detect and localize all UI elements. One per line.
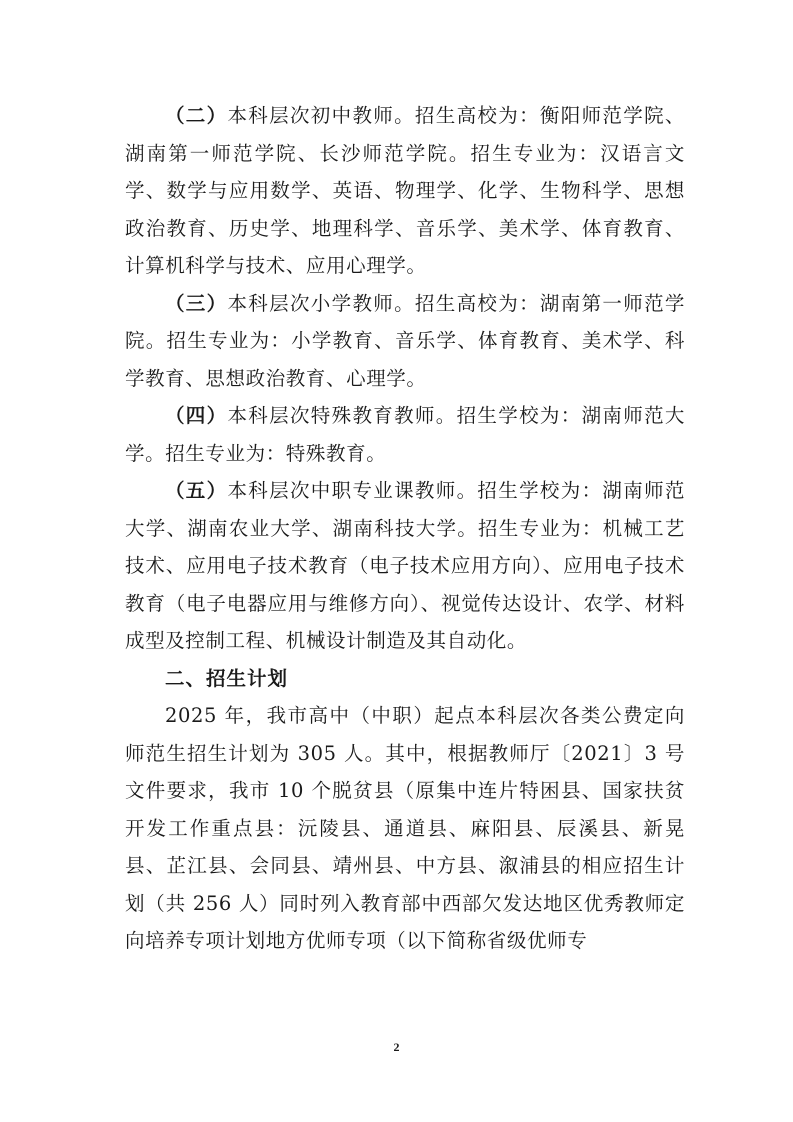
paragraph-special-education-teachers [125, 397, 685, 472]
paragraph-text: 本科层次初中教师。招生高校为：衡阳师范学院、湖南第一师范学院、长沙师范学院。招生专业为：汉语言文学、数学与应用数学、英语、物理学、化学、生物科学、思想政治教育、历史学、地理科学、音乐学、美术学、体育教育、计算机科学与技术、应用心理学。 [125, 104, 685, 277]
paragraph-label: （三） [164, 291, 228, 315]
section-heading-enrollment-plan: 二、招生计划 [164, 666, 288, 690]
paragraph-enrollment-plan: 2025 年，我市高中（中职）起点本科层次各类公费定向师范生招生计划为 305 人。其中，根据教师厅〔2021〕3 号文件要求，我市 10 个脱贫县（原集中连片特困县、国家扶贫开发工作重点县：沅陵县、通道县、麻阳县、辰溪县、新晃县、芷江县、会同县、靖州县、中方县、溆浦县的相应招生计划（共 256 人）同时列入教育部中西部欠发达地区优秀教师定向培养专项计划地方优师专项（以下简称省级优师专 [125, 704, 685, 952]
paragraph-text: 本科层次特殊教育教师。招生学校为：湖南师范大学。招生专业为：特殊教育。 [125, 404, 685, 465]
paragraph-text: 本科层次小学教师。招生高校为：湖南第一师范学院。招生专业为：小学教育、音乐学、体育教育、美术学、科学教育、思想政治教育、心理学。 [125, 291, 685, 390]
paragraph-label: （五） [164, 479, 228, 502]
paragraph-text: 本科层次中职专业课教师。招生学校为：湖南师范大学、湖南农业大学、湖南科技大学。招生专业为：机械工艺技术、应用电子技术教育（电子技术应用方向）、应用电子技术教育（电子电器应用与维修方向）、视觉传达设计、农学、材料成型及控制工程、机械设计制造及其自动化。 [125, 479, 685, 652]
paragraph-junior-high-teachers [125, 97, 685, 285]
paragraph-primary-teachers [125, 285, 685, 398]
paragraph-label: （二） [164, 104, 228, 127]
paragraph-vocational-teachers [125, 472, 685, 660]
page-number: 2 [393, 1040, 400, 1054]
document-body [125, 97, 685, 960]
paragraph-label: （四） [164, 404, 228, 427]
